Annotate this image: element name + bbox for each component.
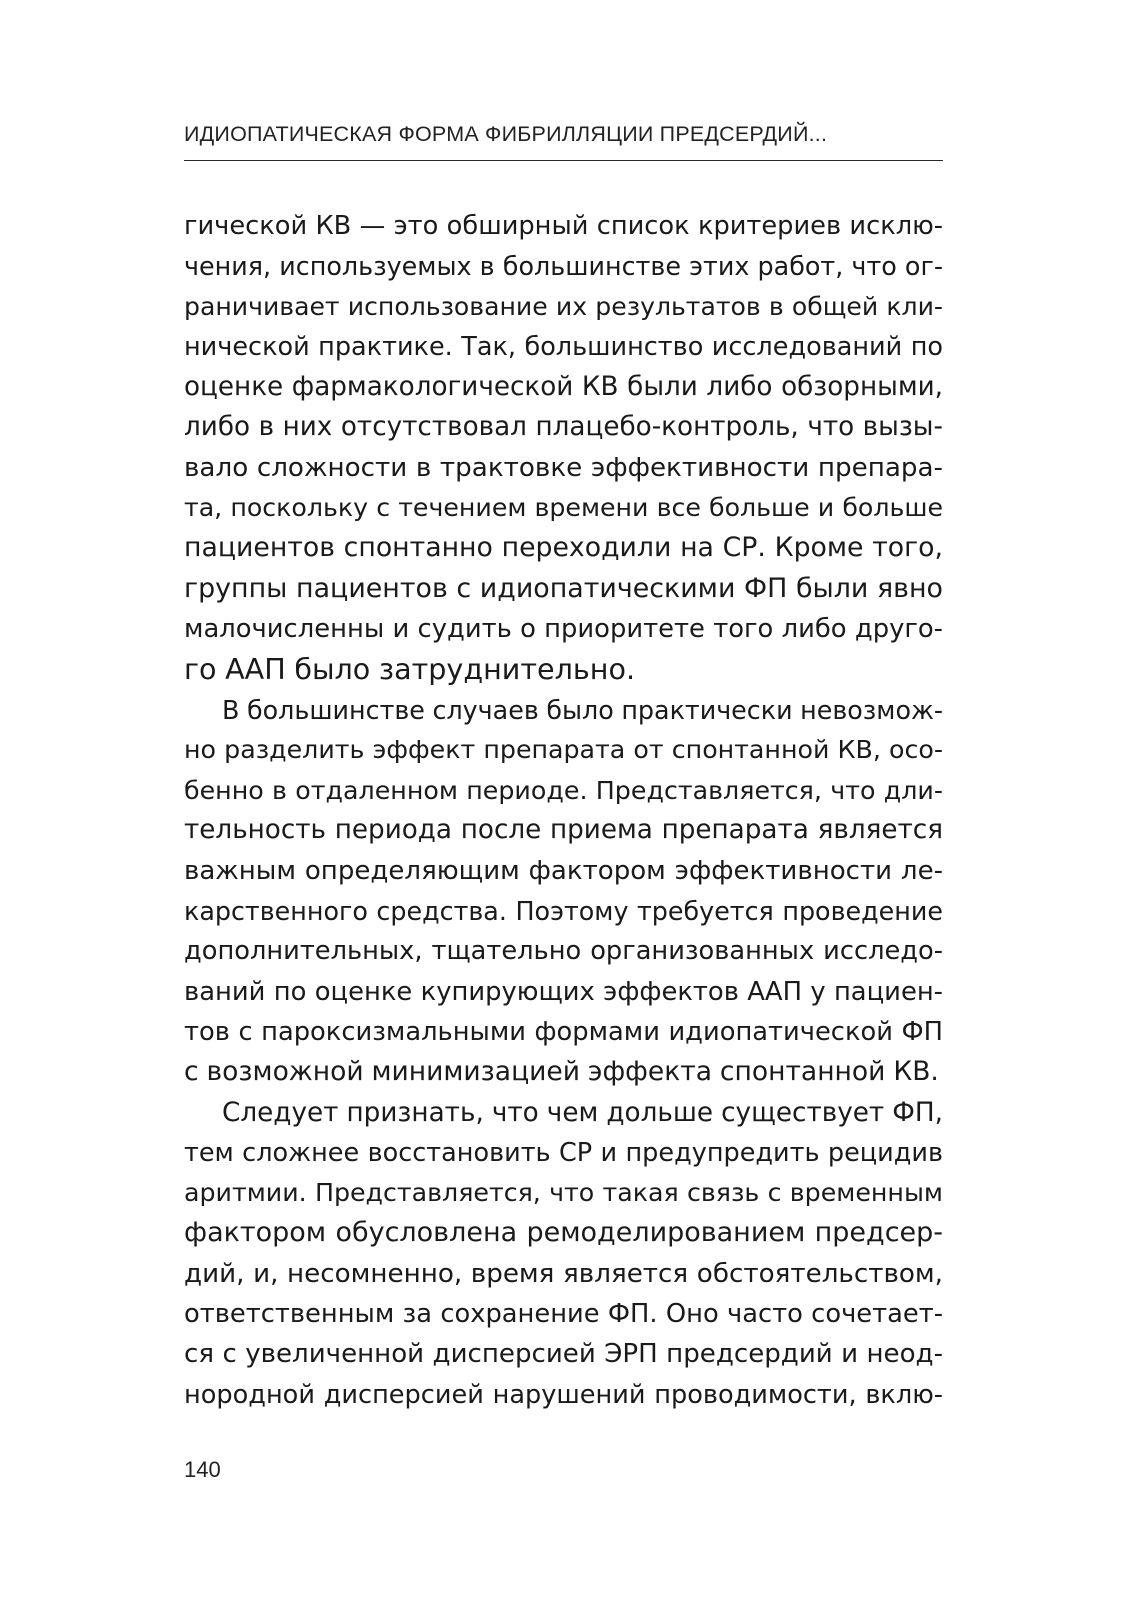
running-head-title: ИДИОПАТИЧЕСКАЯ ФОРМА ФИБРИЛЛЯЦИИ ПРЕДСЕРДИЙ... <box>184 122 828 146</box>
text-line: раничивает использование их результатов в общей кли- <box>184 291 943 321</box>
text-line: го ААП было затруднительно. <box>184 652 636 687</box>
text-line: фактором обусловлена ремоделированием предсер- <box>184 1217 943 1249</box>
header-divider <box>184 160 943 161</box>
text-line: ответственным за сохранение ФП. Оно часто сочетает- <box>184 1299 943 1330</box>
text-line: с возможной минимизацией эффекта спонтанной КВ. <box>184 1056 939 1088</box>
text-line: Следует признать, что чем дольше существует ФП, <box>222 1097 943 1128</box>
text-line: тельность периода после приема препарата является <box>184 815 943 846</box>
text-line: В большинстве случаев было практически невозмож- <box>222 694 943 725</box>
text-line: группы пациентов с идиопатическими ФП были явно <box>184 572 943 604</box>
text-line: вало сложности в трактовке эффективности препара- <box>184 452 943 483</box>
text-line: оценке фармакологической КВ были либо обзорными, <box>184 372 943 403</box>
text-line: ваний по оценке купирующих эффектов ААП у пациен- <box>184 976 943 1007</box>
text-line: дополнительных, тщательно организованных исследо- <box>184 936 943 967</box>
text-line: дий, и, несомненно, время является обстоятельством, <box>184 1258 943 1289</box>
text-line: либо в них отсутствовал плацебо-контроль, что вызы- <box>184 412 943 443</box>
text-line: важным определяющим фактором эффективности ле- <box>184 855 943 886</box>
text-line: карственного средства. Поэтому требуется проведение <box>184 896 943 927</box>
text-line: нической практике. Так, большинство исследований по <box>184 331 943 362</box>
text-line: аритмии. Представляется, что такая связь с временным <box>184 1178 943 1208</box>
paragraph-1 <box>184 206 943 690</box>
text-line: ся с увеличенной дисперсией ЭРП предсердий и неод- <box>184 1339 943 1370</box>
text-line: та, поскольку с течением времени все больше и больше <box>184 493 943 523</box>
paragraph-3 <box>184 1093 943 1415</box>
text-line: нородной дисперсией нарушений проводимости, вклю- <box>184 1379 943 1410</box>
text-line: пациентов спонтанно переходили на СР. Кроме того, <box>184 532 943 564</box>
page-number: 140 <box>184 1457 221 1482</box>
text-line: тов с пароксизмальными формами идиопатической ФП <box>184 1016 943 1047</box>
text-line: но разделить эффект препарата от спонтанной КВ, осо- <box>184 734 943 764</box>
paragraph-2 <box>184 690 943 1093</box>
text-line: малочисленны и судить о приоритете того либо друго- <box>184 613 943 644</box>
text-line: тем сложнее восстановить СР и предупредить рецидив <box>184 1137 943 1168</box>
text-line: чения, используемых в большинстве этих работ, что ог- <box>184 251 943 282</box>
body-text <box>184 206 943 1415</box>
text-line: гической КВ — это обширный список критериев исклю- <box>184 211 943 241</box>
text-line: бенно в отдаленном периоде. Представляется, что дли- <box>184 775 943 806</box>
